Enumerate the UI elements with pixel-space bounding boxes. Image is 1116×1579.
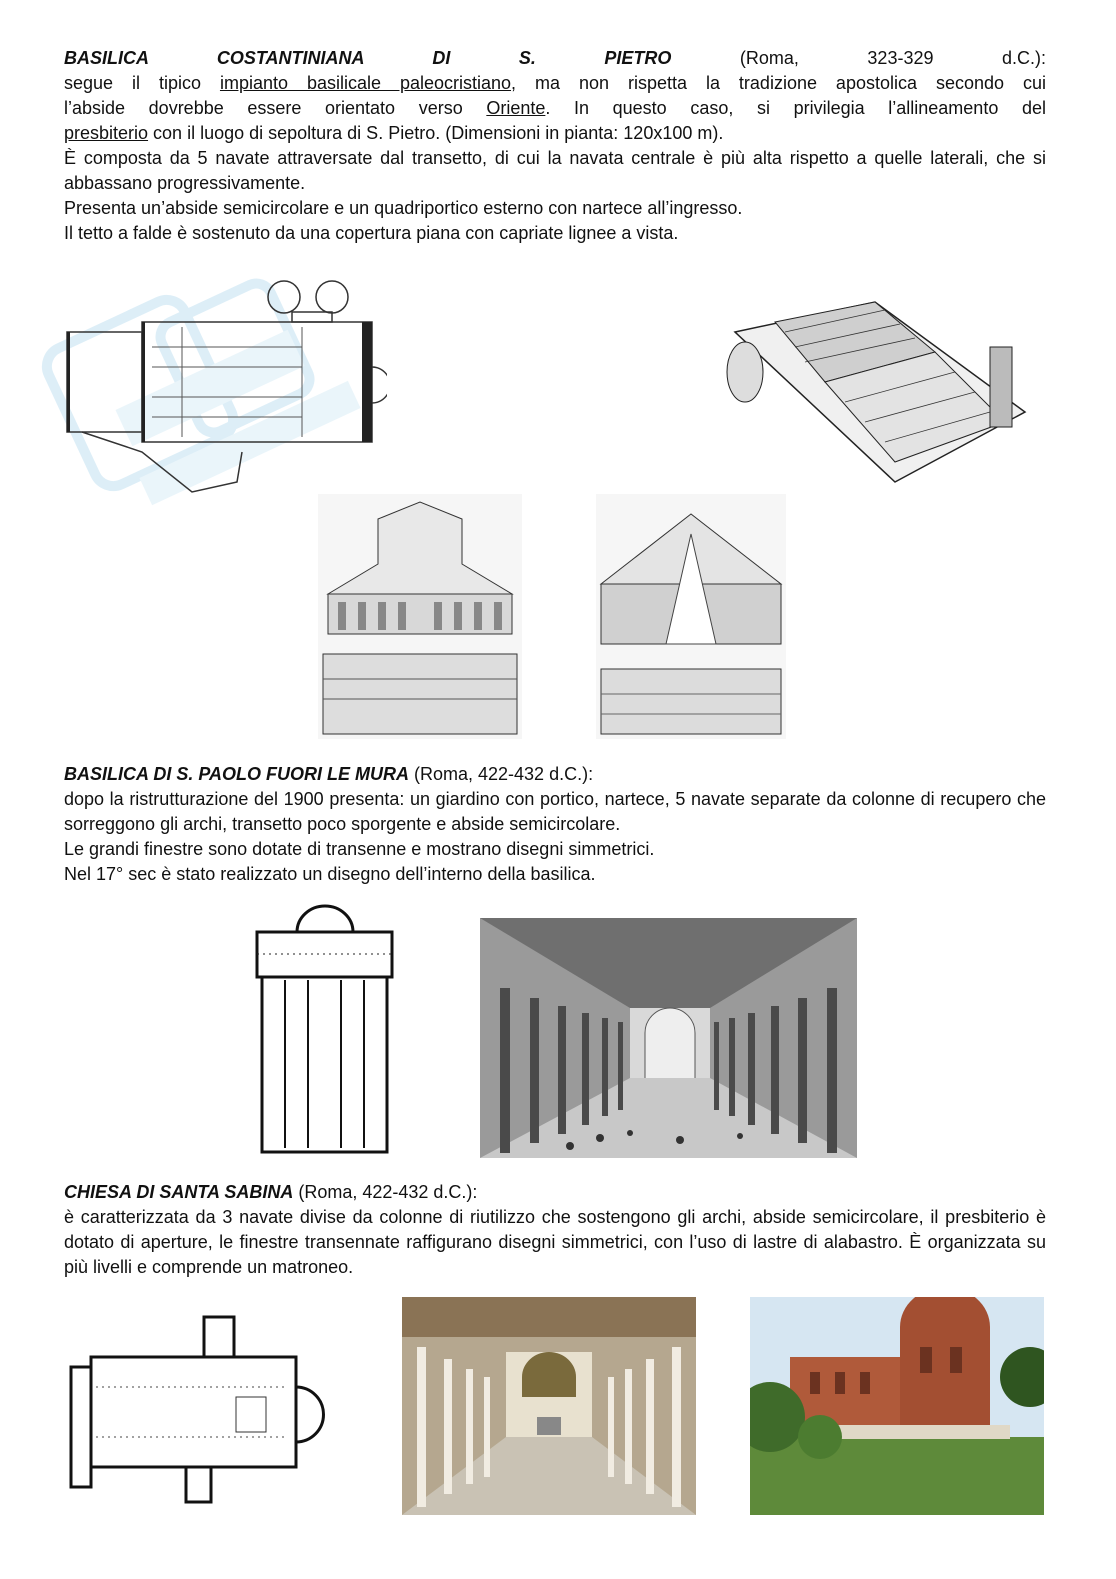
- link-oriente[interactable]: Oriente: [486, 98, 546, 118]
- santa-sabina-floor-plan: [66, 1312, 346, 1512]
- san-pietro-interior-section: [596, 494, 786, 739]
- san-pietro-floor-plan: [62, 272, 387, 502]
- paragraph: Presenta un’abside semicircolare e un quadriportico esterno con nartece all’ingresso.: [64, 198, 743, 218]
- paragraph: è caratterizzata da 3 navate divise da colonne di riutilizzo che sostengono gli archi, abside semicircolare, il presbiterio è dotato di aperture, le finestre transennate raffigurano disegni simmetrici, con l’uso di lastre di alabastro. È organizzata su più livelli e comprende un matroneo.: [64, 1207, 1046, 1277]
- paragraph: Il tetto a falde è sostenuto da una copertura piana con capriate lignee a vista.: [64, 223, 679, 243]
- san-paolo-interior-engraving: [480, 918, 857, 1158]
- san-pietro-aerial-view: [725, 292, 1043, 490]
- paragraph-line: [64, 96, 1046, 121]
- section-san-paolo: [64, 762, 1046, 887]
- section-subtitle: (Roma, 422-432 d.C.):: [293, 1182, 478, 1202]
- link-impianto-basilicale[interactable]: impianto basilicale paleocristiano: [219, 73, 512, 93]
- paragraph-line: [64, 71, 1046, 96]
- section-title: BASILICA COSTANTINIANA DI S. PIETRO: [64, 48, 672, 68]
- section-subtitle: (Roma, 323-329 d.C.):: [671, 48, 1047, 68]
- section-title: CHIESA DI SANTA SABINA: [64, 1182, 294, 1202]
- text-fragment: . In questo caso, si privilegia l’allineamento del: [545, 98, 1046, 118]
- text-fragment: con il luogo di sepoltura di S. Pietro. (Dimensioni in pianta: 120x100 m).: [148, 123, 724, 143]
- section-santa-sabina: [64, 1180, 1046, 1280]
- link-presbiterio[interactable]: presbiterio: [64, 123, 149, 143]
- heading-line: [64, 762, 1046, 787]
- san-pietro-facade-section: [318, 494, 522, 739]
- san-paolo-floor-plan: [252, 902, 397, 1157]
- paragraph: Le grandi finestre sono dotate di transenne e mostrano disegni simmetrici.: [64, 839, 655, 859]
- heading-line: [64, 1180, 1046, 1205]
- section-san-pietro: [64, 46, 1046, 246]
- section-title: BASILICA DI S. PAOLO FUORI LE MURA: [64, 764, 409, 784]
- paragraph: È composta da 5 navate attraversate dal transetto, di cui la navata centrale è più alta rispetto a quelle laterali, che si abbassano progressivamente.: [64, 148, 1046, 193]
- text-fragment: segue il tipico: [64, 73, 220, 93]
- heading-line: [64, 46, 1046, 71]
- section-subtitle: (Roma, 422-432 d.C.):: [409, 764, 594, 784]
- text-fragment: , ma non rispetta la tradizione apostolica secondo cui: [511, 73, 1046, 93]
- paragraph-line: [64, 121, 1046, 146]
- paragraph: dopo la ristrutturazione del 1900 presenta: un giardino con portico, nartece, 5 navate separate da colonne di recupero che sorreggono gli archi, transetto poco sporgente e abside semicircolare.: [64, 789, 1046, 834]
- santa-sabina-interior-photo: [402, 1297, 696, 1515]
- paragraph: Nel 17° sec è stato realizzato un disegno dell’interno della basilica.: [64, 864, 596, 884]
- santa-sabina-exterior-photo: [750, 1297, 1044, 1515]
- text-fragment: l’abside dovrebbe essere orientato verso: [64, 98, 487, 118]
